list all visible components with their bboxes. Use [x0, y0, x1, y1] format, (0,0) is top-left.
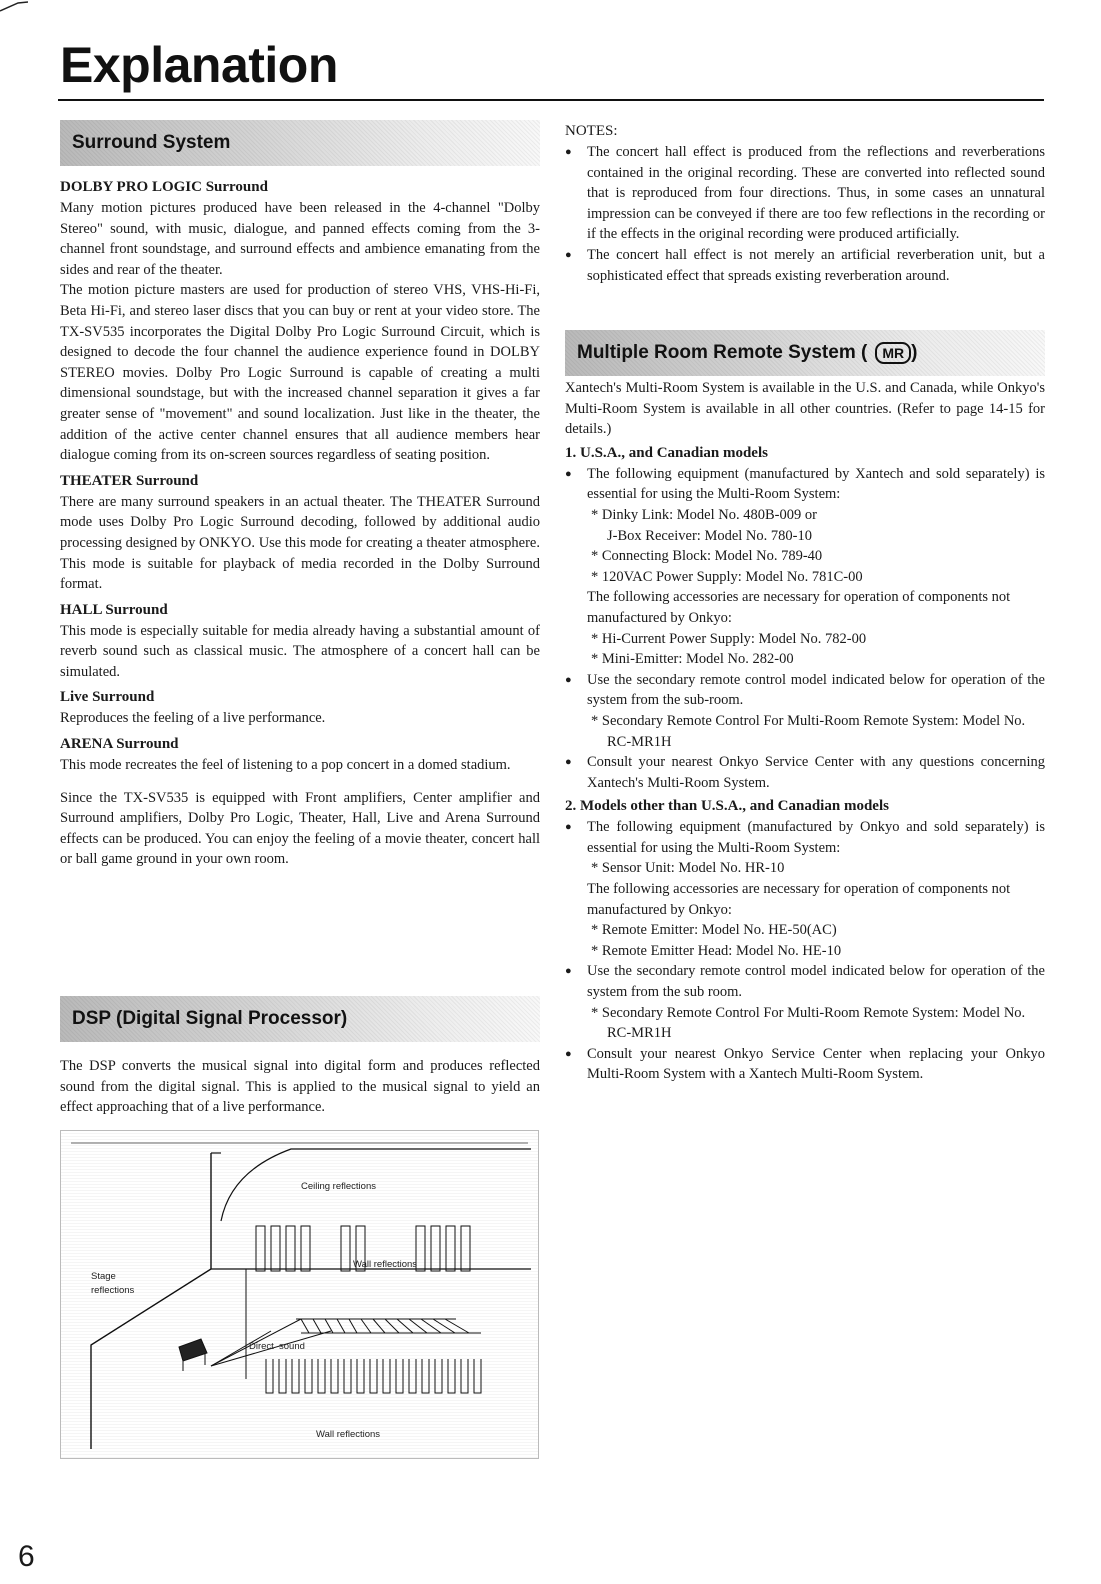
- theater-paragraph: There are many surround speakers in an actual theater. The THEATER Surround mode uses Dolby Pro Logic Surround decoding, followed by additional audio processing designed by ONKYO. Use this mode for creating a theater atmosphere. This mode is suitable for playback of media recorded in the Dolby Surround format.: [60, 493, 540, 593]
- lower-wall-reflections-label: Wall reflections: [316, 1429, 381, 1440]
- mrx-logo-icon: MR: [875, 342, 911, 364]
- bullet-text: Consult your nearest Onkyo Service Center with any questions concerning Xantech's Multi-Room System.: [587, 754, 1045, 791]
- direct-sound-label-2: sound: [279, 1341, 305, 1352]
- seat: [461, 1359, 468, 1393]
- us-item-hi-current: * Hi-Current Power Supply: Model No. 782-00: [591, 630, 867, 647]
- seat: [435, 1359, 442, 1393]
- hall-left-wall: [91, 1153, 211, 1449]
- us-bullet-equipment: [565, 464, 1045, 505]
- multiroom-intro: Xantech's Multi-Room System is available in the U.S. and Canada, while Onkyo's Multi-Room System is available in all other countries. (Refer to page 14-15 for details.): [565, 380, 1045, 438]
- dsp-paragraph: The DSP converts the musical signal into digital form and produces reflected sound from the digital signal. This is applied to the musical signal to yield an effect approaching that of a live performance.: [60, 1058, 540, 1116]
- other-item-remote-emitter: * Remote Emitter: Model No. HE-50(AC): [591, 922, 837, 939]
- dsp-section: [60, 1056, 540, 1118]
- other-bullet-secondary-remote: [565, 961, 1045, 1002]
- bullet-text: Use the secondary remote control model indicated below for operation of the system from the sub-room.: [587, 671, 1045, 709]
- other-bullet-consult: [565, 1044, 1045, 1085]
- ceiling-reflections-label: Ceiling reflections: [301, 1181, 376, 1192]
- reflection-ray: [361, 1319, 371, 1333]
- hall-paragraph: This mode is especially suitable for media already having a substantial amount of reverb sound such as classical music. The atmosphere of a concert hall can be simulated.: [60, 622, 540, 680]
- other-models-title: Models other than U.S.A., and Canadian models: [580, 798, 889, 815]
- live-paragraph: Reproduces the feeling of a live performance.: [60, 710, 326, 727]
- seat: [318, 1359, 325, 1393]
- note-item: [565, 142, 1045, 245]
- other-models-number: 2.: [565, 798, 577, 815]
- audience-seats: [266, 1359, 481, 1393]
- other-item-emitter-head: * Remote Emitter Head: Model No. HE-10: [591, 942, 842, 959]
- seat: [305, 1359, 312, 1393]
- page-number: 6: [18, 1540, 35, 1573]
- title-rule: [58, 99, 1044, 101]
- us-item-rc-mr1h: * Secondary Remote Control For Multi-Room Remote System: Model No. RC-MR1H: [591, 712, 1026, 750]
- stage-label-line-1: Stage: [91, 1271, 116, 1282]
- dolby-paragraph-1: Many motion pictures produced have been released in the 4-channel "Dolby Stereo" sound, with music, dialogue, and panned effects coming from the 3-channel front soundstage, and surround effects and ambience emanating from the sides and rear of the theater.: [60, 200, 540, 278]
- reflection-ray: [445, 1319, 469, 1333]
- other-accessories-text: The following accessories are necessary for operation of components not manufactured by Onkyo:: [587, 881, 1011, 918]
- page-title: Explanation: [60, 37, 338, 93]
- seat: [396, 1359, 403, 1393]
- concert-hall-figure: [60, 1130, 539, 1459]
- note-text: The concert hall effect is produced from the reflections and reverberations contained in the original recording. These are converted into reflected sound that is reproduced from four directions. Thus, in some cases an unnatural impression can be conveyed if there are too few reflections in the recording or if the effects in the original recording were produced artificially.: [587, 144, 1045, 243]
- live-heading: Live Surround: [60, 689, 155, 706]
- seat: [383, 1359, 390, 1393]
- other-models-heading: [565, 795, 1045, 817]
- seat: [279, 1359, 286, 1393]
- seat: [474, 1359, 481, 1393]
- upper-wall-reflections-label: Wall reflections: [353, 1259, 418, 1270]
- other-item-rc-mr1h: * Secondary Remote Control For Multi-Room Remote System: Model No. RC-MR1H: [591, 1004, 1026, 1042]
- other-bullet-equipment: [565, 817, 1045, 858]
- note-text: The concert hall effect is not merely an artificial reverberation unit, but a sophisticated effect that spreads existing reverberation around.: [587, 246, 1045, 284]
- us-item-connecting-block: * Connecting Block: Model No. 789-40: [591, 548, 823, 565]
- seat: [422, 1359, 429, 1393]
- wall-panel: [286, 1226, 295, 1271]
- wall-panel: [301, 1226, 310, 1271]
- us-models-title: U.S.A., and Canadian models: [580, 444, 768, 461]
- us-models-number: 1.: [565, 444, 577, 461]
- reflection-ray: [349, 1319, 357, 1333]
- wall-panel: [461, 1226, 470, 1271]
- notes-section: [565, 120, 1045, 286]
- dsp-banner: [60, 996, 540, 1042]
- since-paragraph: Since the TX-SV535 is equipped with Front amplifiers, Center amplifier and Surround amplifiers, Dolby Pro Logic, Theater, Hall, Live and Arena Surround effects can be produced. You can enjoy the feeling of a movie theater, concert hall or ball game ground in your own room.: [60, 789, 540, 868]
- seat: [448, 1359, 455, 1393]
- reflection-ray: [337, 1319, 345, 1333]
- piano-icon: [179, 1339, 207, 1371]
- reflection-ray: [397, 1319, 413, 1333]
- note-item: [565, 245, 1045, 286]
- arena-heading: ARENA Surround: [60, 736, 179, 753]
- arena-paragraph: This mode recreates the feel of listening to a pop concert in a domed stadium.: [60, 757, 511, 774]
- bullet-text: Use the secondary remote control model indicated below for operation of the system from the sub room.: [587, 963, 1045, 1001]
- notes-heading: NOTES:: [565, 123, 618, 139]
- bullet-text: The following equipment (manufactured by Onkyo and sold separately) is essential for using the Multi-Room System:: [587, 819, 1045, 856]
- reflection-ray: [433, 1319, 455, 1333]
- us-item-power-supply: * 120VAC Power Supply: Model No. 781C-00: [591, 568, 863, 585]
- wall-panel: [431, 1226, 440, 1271]
- us-models-heading: [565, 442, 1045, 464]
- multiroom-heading: Multiple Room Remote System (: [577, 342, 868, 363]
- reflection-ray: [385, 1319, 399, 1333]
- reflection-ray: [313, 1319, 321, 1333]
- reflection-ray: [325, 1319, 333, 1333]
- us-item-mini-emitter: * Mini-Emitter: Model No. 282-00: [591, 651, 794, 668]
- dolby-paragraph-2: The motion picture masters are used for production of stereo VHS, VHS-Hi-Fi, Beta Hi-Fi, and stereo laser discs that you can buy or rent at your video store. The TX-SV535 incorporates the Digital Dolby Pro Logic Surround Circuit, which is designed to decode the four channel the audience experience found in DOLBY STEREO movies. Dolby Pro Logic Surround is capable of creating a multi dimensional soundstage, but with the increased channel separation it gives a far greater sense of "movement" and sound localization. Just like in the theater, the addition of the active center channel ensures that all audience members hear dialogue coming from its on-screen sources regardless of seating position.: [60, 282, 540, 464]
- multiroom-heading-close: ): [911, 342, 918, 363]
- hall-heading: HALL Surround: [60, 601, 168, 618]
- multiroom-banner: [565, 330, 1045, 376]
- wall-panel: [416, 1226, 425, 1271]
- surround-system-banner: [60, 120, 540, 166]
- piano-body: [179, 1339, 207, 1361]
- seat: [409, 1359, 416, 1393]
- seat: [344, 1359, 351, 1393]
- bullet-text: The following equipment (manufactured by Xantech and sold separately) is essential for using the Multi-Room System:: [587, 465, 1045, 503]
- dolby-heading: DOLBY PRO LOGIC Surround: [60, 179, 268, 195]
- us-item-dinky-link: * Dinky Link: Model No. 480B-009 or: [591, 506, 817, 523]
- reflection-ray: [373, 1319, 385, 1333]
- surround-section: [60, 176, 540, 870]
- us-accessories-text: The following accessories are necessary for operation of components not manufactured by Onkyo:: [587, 589, 1011, 626]
- wall-panel: [446, 1226, 455, 1271]
- seat: [370, 1359, 377, 1393]
- theater-heading: THEATER Surround: [60, 472, 199, 489]
- seat: [292, 1359, 299, 1393]
- us-bullet-secondary-remote: [565, 670, 1045, 711]
- wall-panel: [341, 1226, 350, 1271]
- ceiling-curve: [221, 1149, 531, 1221]
- multiroom-section: [565, 378, 1045, 1085]
- seat: [357, 1359, 364, 1393]
- other-item-sensor-unit: * Sensor Unit: Model No. HR-10: [591, 860, 785, 877]
- us-item-jbox: J-Box Receiver: Model No. 780-10: [607, 527, 812, 544]
- bullet-text: Consult your nearest Onkyo Service Center when replacing your Onkyo Multi-Room System with a Xantech Multi-Room System.: [587, 1045, 1045, 1083]
- hall-reflection-diagram: [61, 1131, 538, 1458]
- seat: [331, 1359, 338, 1393]
- wall-panel: [256, 1226, 265, 1271]
- reflection-ray: [301, 1319, 309, 1333]
- surround-system-heading: Surround System: [72, 132, 231, 153]
- reflection-ray-bundle: [301, 1319, 469, 1333]
- wall-panel: [271, 1226, 280, 1271]
- stage-label-line-2: reflections: [91, 1285, 135, 1296]
- us-bullet-consult: [565, 752, 1045, 793]
- direct-sound-label-1: Direct: [249, 1341, 274, 1352]
- dsp-heading: DSP (Digital Signal Processor): [72, 1008, 348, 1029]
- corner-scan-mark: [0, 0, 28, 12]
- seat: [266, 1359, 273, 1393]
